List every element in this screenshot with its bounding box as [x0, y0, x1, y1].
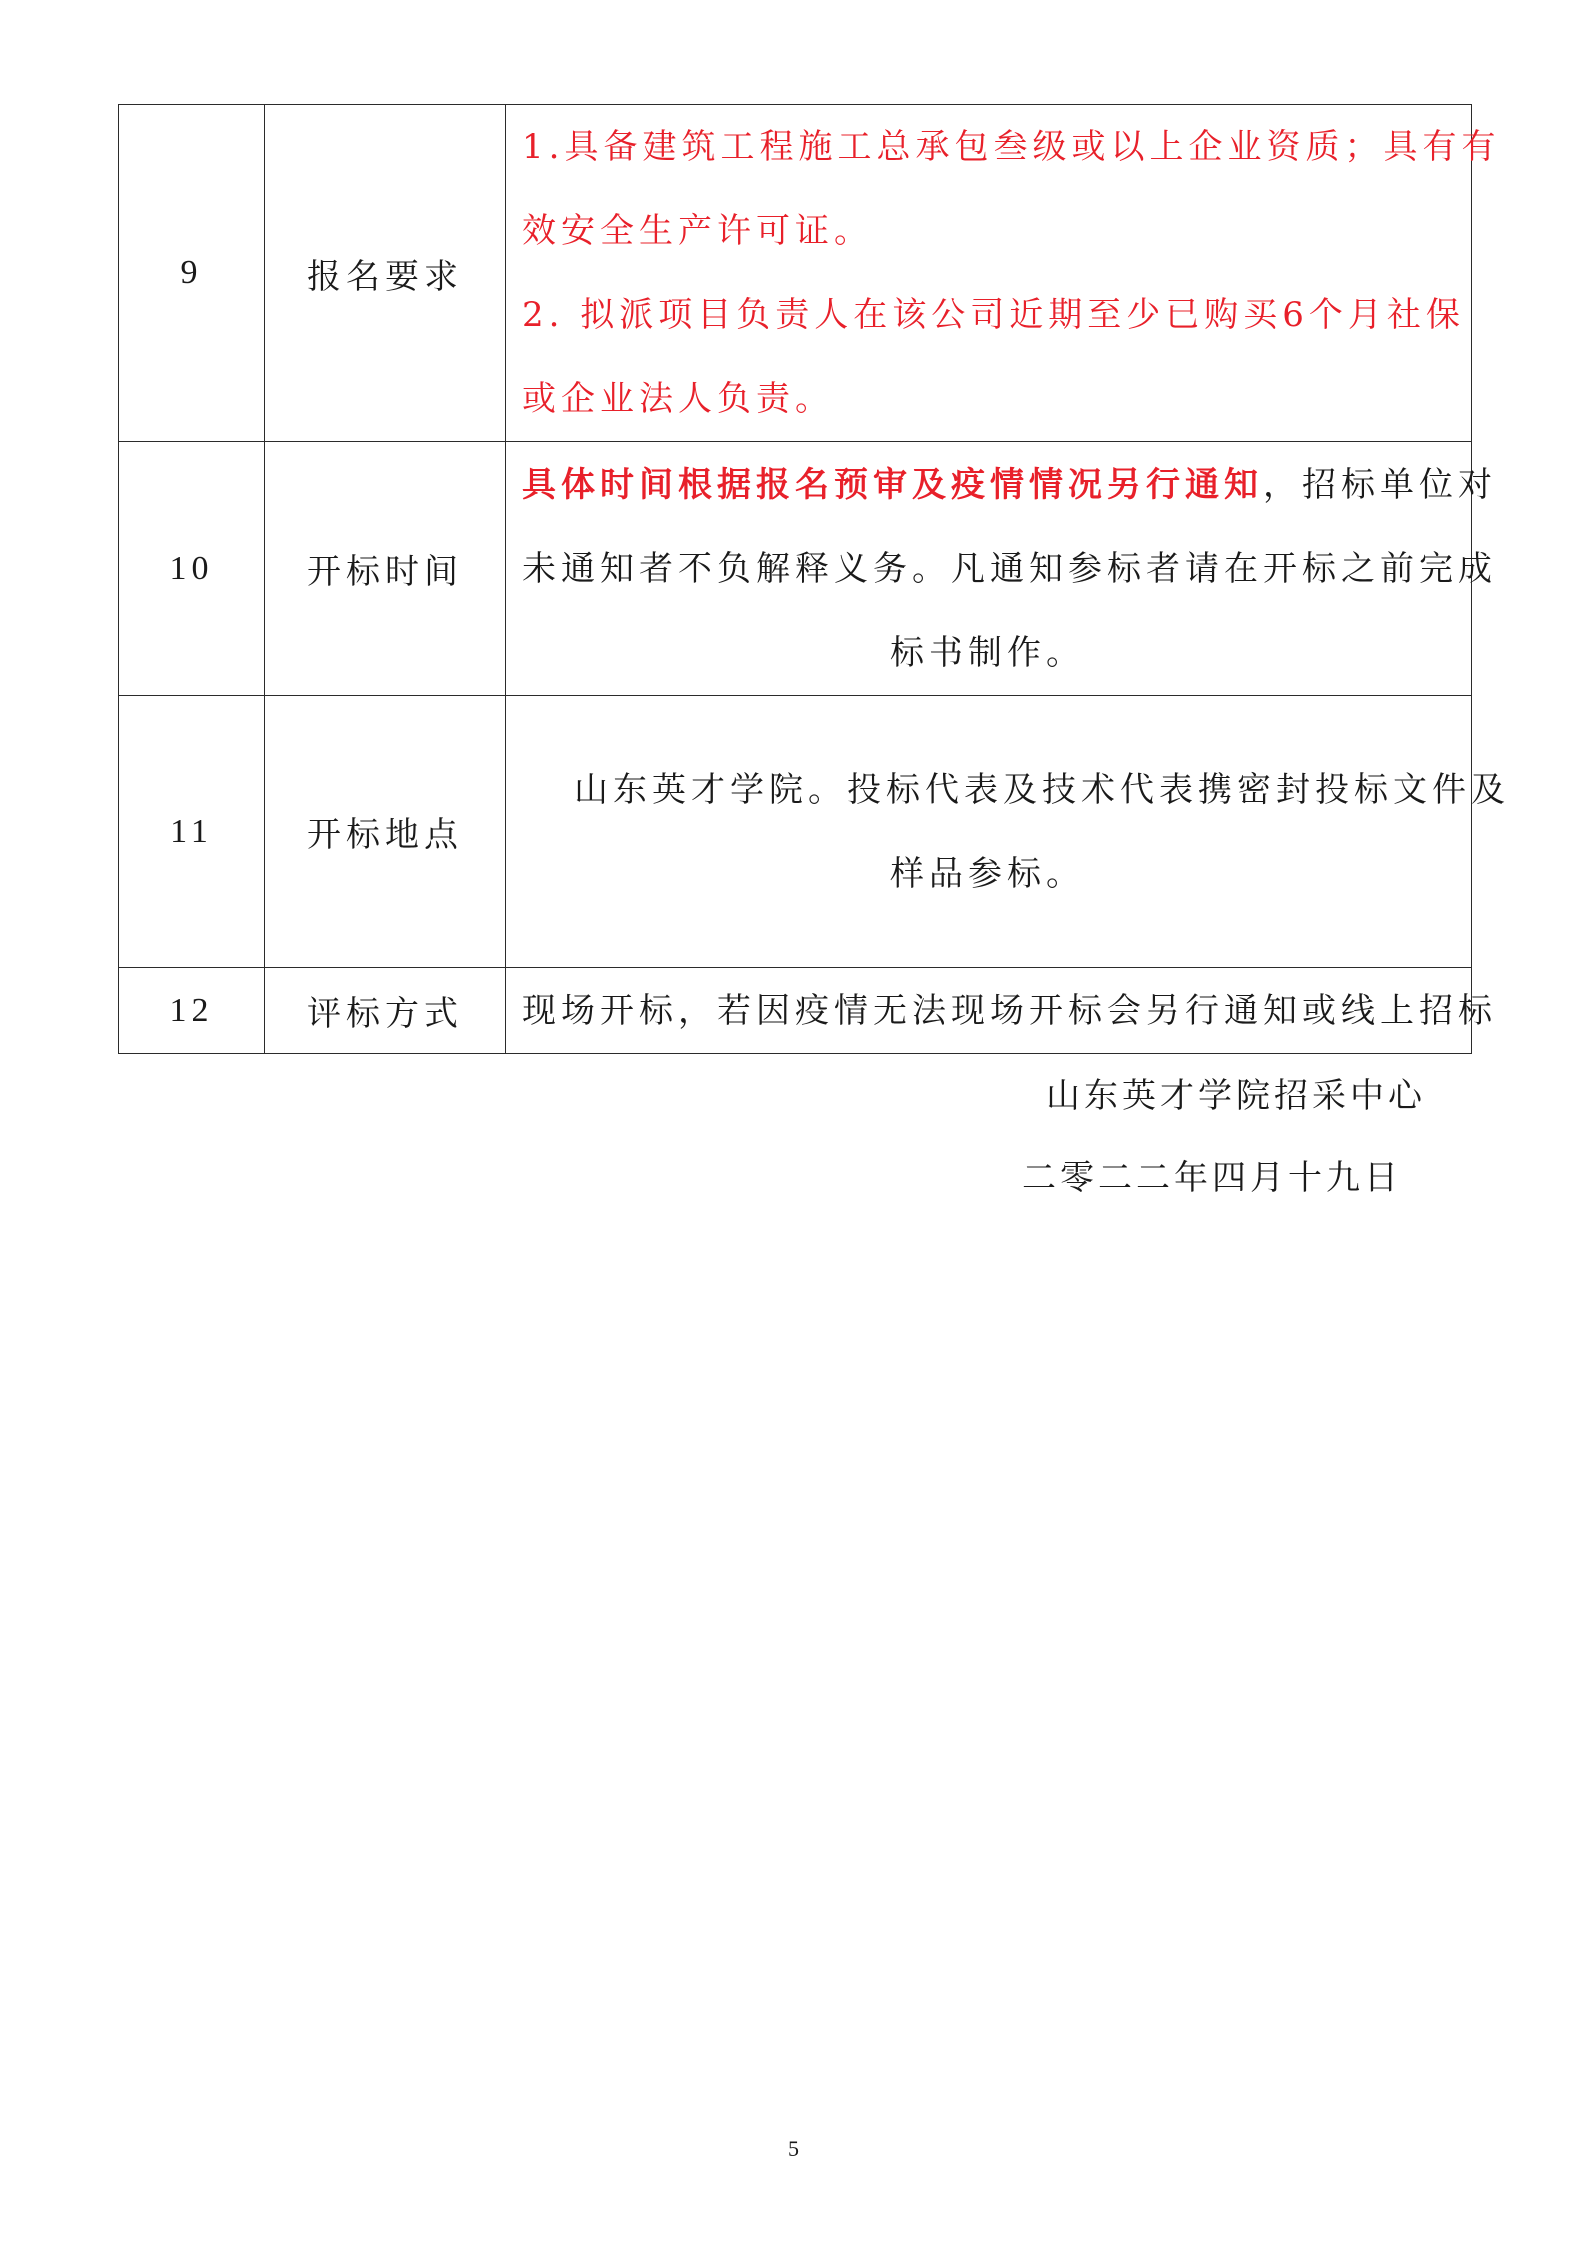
bid-opening-time [506, 442, 1497, 696]
content-line: 现场开标，若因疫情无法现场开标会另行通知或线上招标 [522, 990, 1497, 1031]
row-number: 10 [119, 442, 265, 696]
table-row [119, 968, 1472, 1054]
table-row [119, 696, 1472, 968]
evaluation-method [506, 968, 1497, 1054]
content-line: 或企业法人负责。 [522, 379, 834, 419]
content-line [522, 443, 1497, 527]
content-line: 1.具备建筑工程施工总承包叁级或以上企业资质；具有有 [522, 127, 1501, 167]
row-item-label: 报名要求 [265, 105, 506, 442]
row-item-label: 开标地点 [265, 696, 506, 968]
signature-org: 山东英才学院招采中心 [1046, 1076, 1426, 1116]
tender-info-table [118, 104, 1510, 1054]
bid-opening-location [506, 696, 1510, 968]
content-line: 2. 拟派项目负责人在该公司近期至少已购买6个月社保 [522, 295, 1465, 335]
emphasis-text: 具体时间根据报名预审及疫情情况另行通知 [522, 464, 1263, 505]
content-line: 效安全生产许可证。 [522, 211, 873, 251]
row-item-label: 评标方式 [265, 968, 506, 1054]
content-line: 未通知者不负解释义务。凡通知参标者请在开标之前完成 [522, 548, 1497, 589]
row-number: 12 [119, 968, 265, 1054]
table-row [119, 442, 1472, 696]
row-number: 11 [119, 696, 265, 968]
signature-date: 二零二二年四月十九日 [1022, 1158, 1402, 1198]
content-text: ，招标单位对 [1263, 464, 1497, 505]
row-number: 9 [119, 105, 265, 442]
content-line: 山东英才学院。投标代表及技术代表携密封投标文件及 [574, 769, 1510, 810]
registration-requirements [506, 105, 1501, 442]
table-row [119, 105, 1472, 442]
content-line: 样品参标。 [890, 853, 1085, 894]
row-item-label: 开标时间 [265, 442, 506, 696]
content-line: 标书制作。 [890, 632, 1085, 673]
page-number: 5 [788, 2136, 799, 2161]
